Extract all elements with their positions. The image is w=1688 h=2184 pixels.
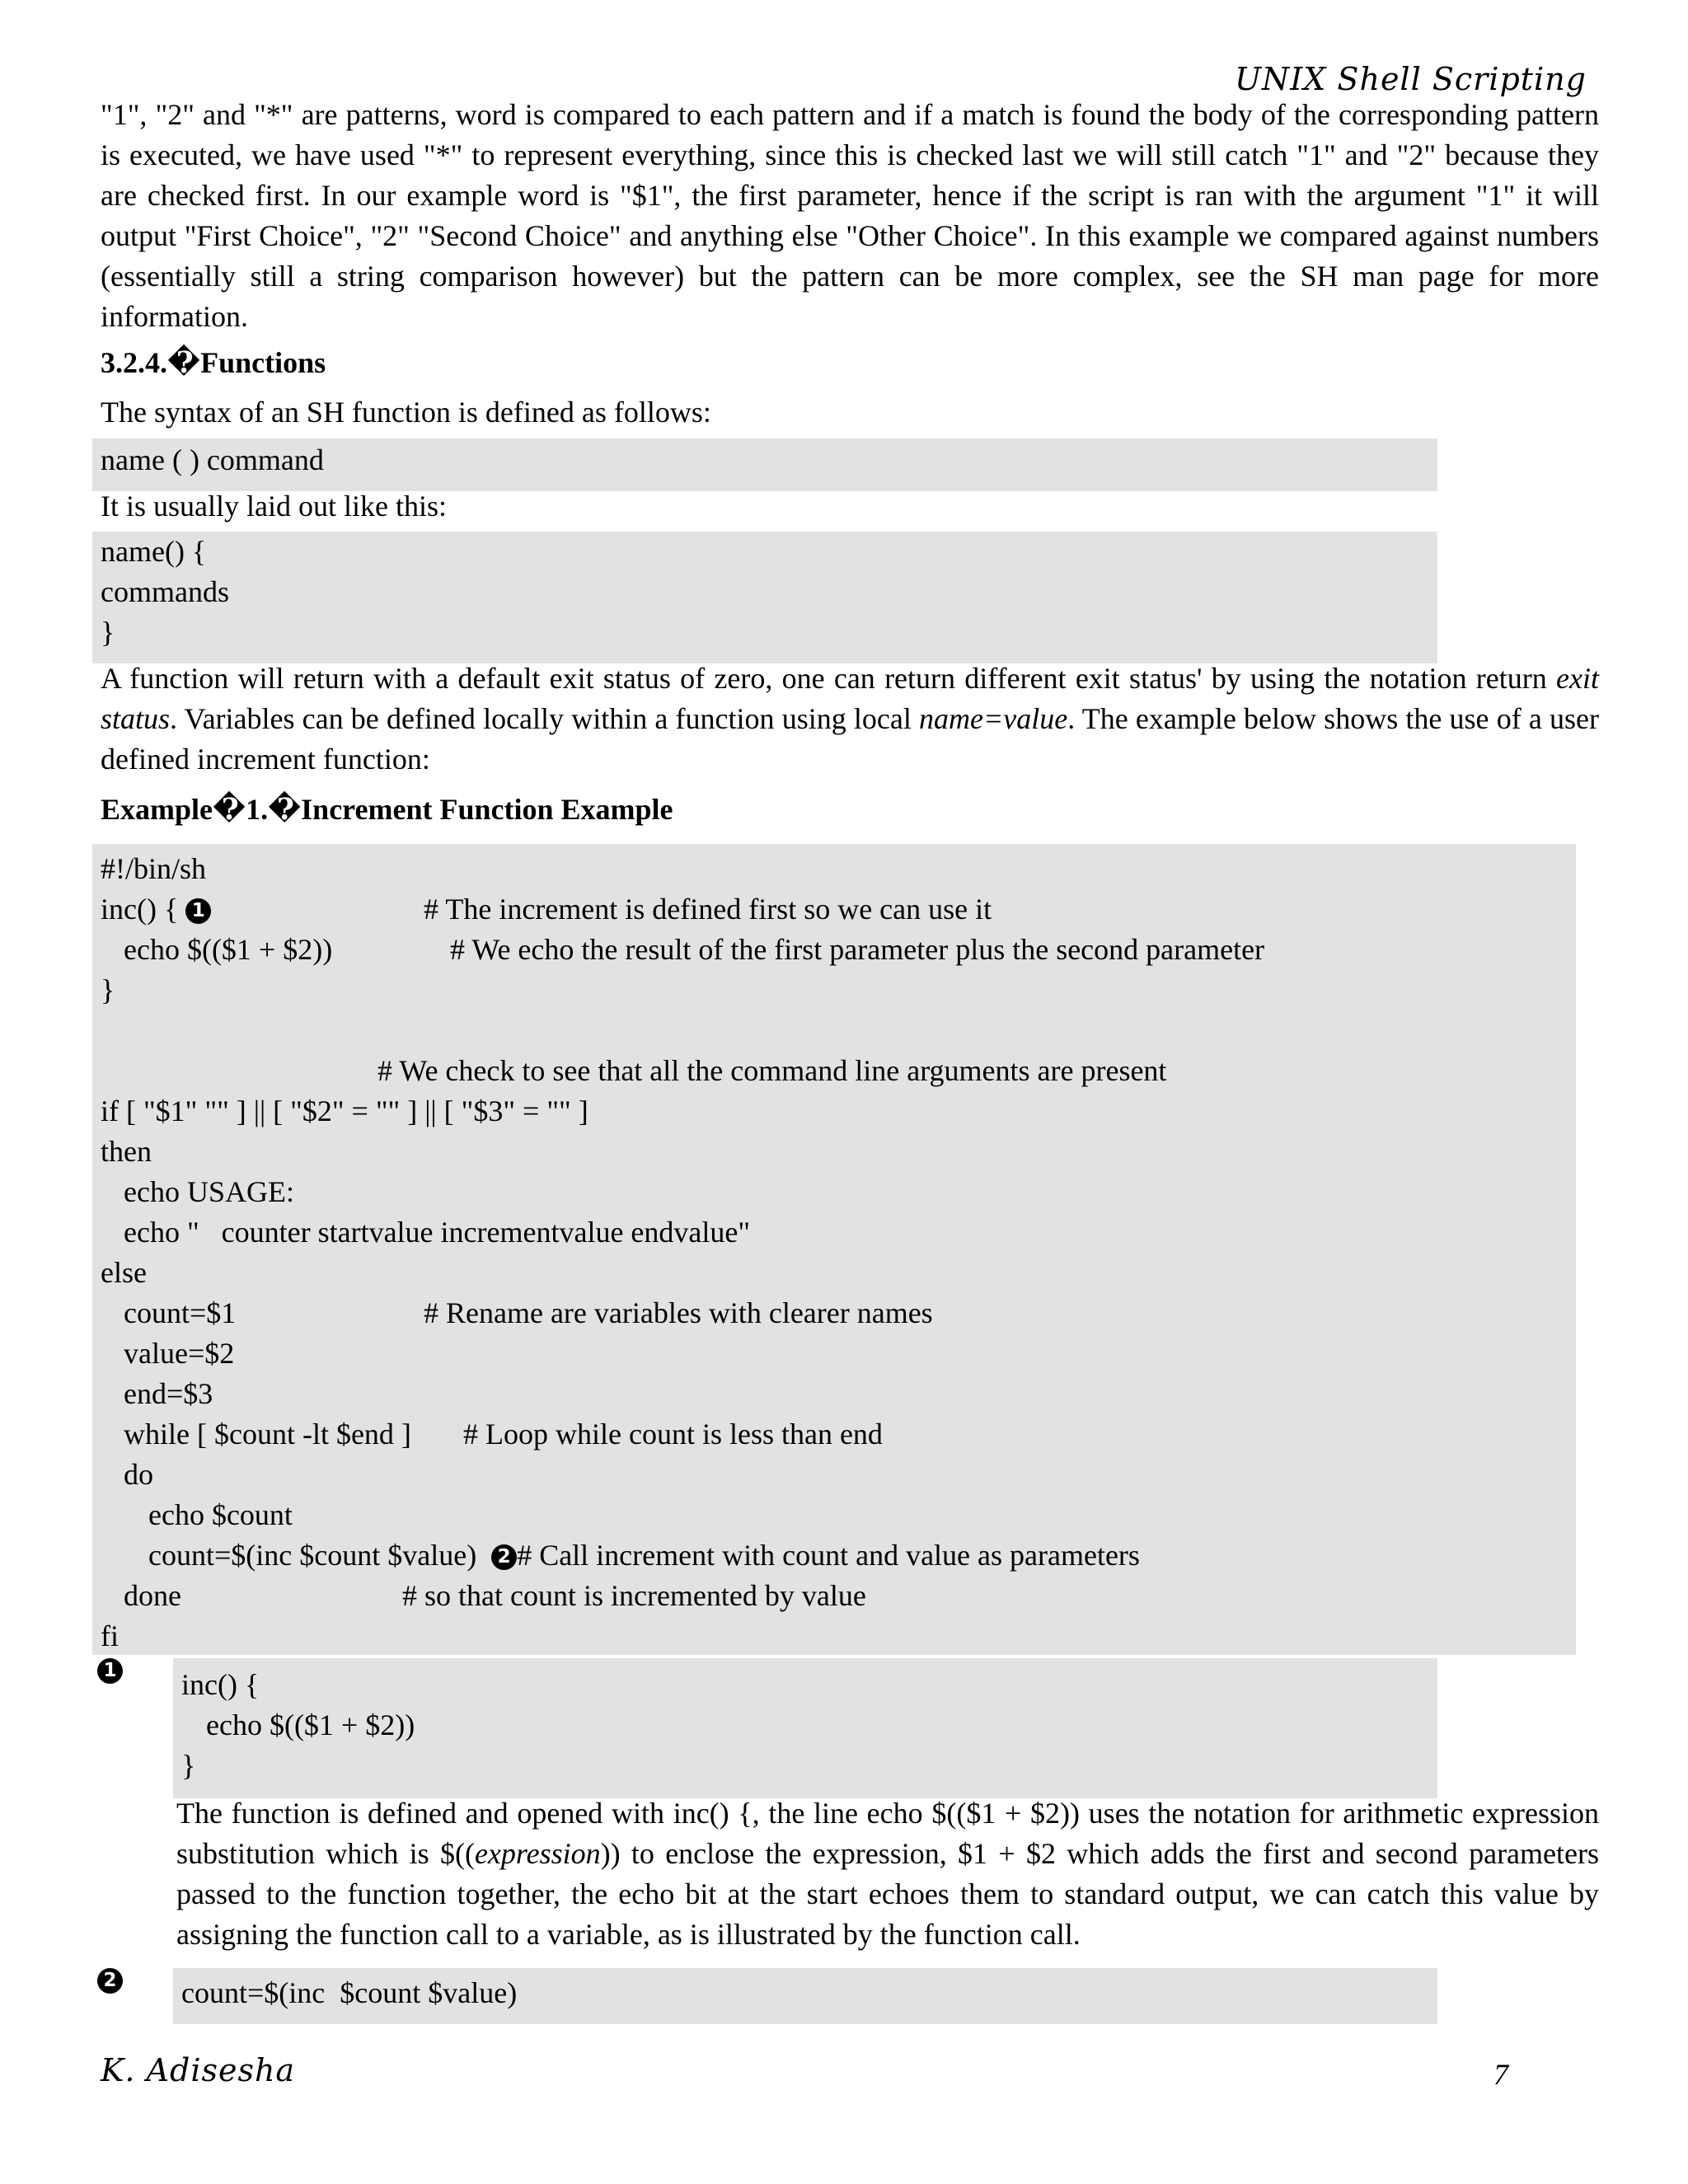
return-paragraph-text — [101, 658, 1599, 780]
annotation-1-text — [176, 1793, 1599, 1955]
callout-2-icon[interactable]: 2 — [491, 1544, 517, 1570]
page-header-title: UNIX Shell Scripting — [1235, 61, 1587, 97]
annotation-2-code-box — [173, 1968, 1437, 2024]
callout-2-icon: 2 — [97, 1968, 123, 1994]
layout-code-box — [92, 532, 1437, 663]
annotation-1-code-box — [173, 1658, 1437, 1798]
code-text: count=$(inc $count $value) — [148, 1539, 477, 1572]
layout-code-line: name() { — [101, 535, 207, 568]
example-code-box — [92, 844, 1576, 1655]
code-line: #!/bin/sh — [101, 852, 207, 885]
code-comment: # The increment is defined first so we can use it — [424, 893, 992, 926]
return-text-emphasis: name=value — [919, 702, 1068, 735]
code-line: if [ "$1" "" ] || [ "$2" = "" ] || [ "$3" = "" ] — [101, 1094, 588, 1127]
section-heading — [101, 343, 326, 383]
return-paragraph — [101, 658, 1599, 780]
code-line: inc() { — [181, 1668, 260, 1701]
intro-paragraph — [101, 95, 1599, 337]
code-line: echo " counter startvalue incrementvalue endvalue" — [124, 1216, 751, 1249]
code-line: end=$3 — [124, 1377, 213, 1410]
code-line: echo $count — [148, 1498, 293, 1531]
code-comment: # We echo the result of the first parameter plus the second parameter — [450, 933, 1265, 966]
code-line — [148, 1535, 1140, 1576]
callout-1-icon: 1 — [97, 1658, 123, 1684]
code-line: echo $(($1 + $2)) — [124, 933, 333, 966]
code-line: do — [124, 1458, 153, 1491]
return-text: . Variables can be defined locally within a function using local — [170, 702, 920, 735]
layout-intro: It is usually laid out like this: — [101, 490, 447, 523]
code-line: } — [101, 973, 115, 1006]
return-text: A function will return with a default exit status of zero, one can return different exit status' by using the notation return — [101, 662, 1557, 695]
footer-author: K. Adisesha — [101, 2052, 296, 2088]
section-title: Functions — [200, 346, 326, 379]
code-line: fi — [101, 1619, 119, 1652]
code-line: echo USAGE: — [124, 1175, 294, 1208]
annotation-1-paragraph — [176, 1793, 1599, 1955]
code-line: then — [101, 1135, 152, 1168]
code-line: else — [101, 1256, 147, 1289]
layout-code-line: } — [101, 616, 115, 649]
code-text: inc() { — [101, 893, 179, 926]
section-number: 3.2.4.� — [101, 346, 201, 379]
code-line: echo $(($1 + $2)) — [206, 1708, 415, 1741]
code-comment: # Call increment with count and value as parameters — [517, 1539, 1140, 1572]
code-line: } — [181, 1749, 196, 1782]
code-comment: # We check to see that all the command line arguments are present — [377, 1054, 1167, 1087]
annotation-text: )) to enclose the expression, $1 + $2 which adds the first and second parameters passed to the function together, the echo bit at the start echoes them to standard output, we can catch this value by assigning the function call to a variable, as is illustrated by the function call. — [176, 1837, 1599, 1951]
syntax-code-line: name ( ) command — [101, 443, 324, 476]
return-text-emphasis: exit status — [101, 662, 1599, 735]
layout-code-line: commands — [101, 575, 229, 608]
code-line: value=$2 — [124, 1337, 235, 1370]
page-number: 7 — [1493, 2058, 1508, 2091]
example-title: Example�1.�Increment Function Example — [101, 793, 673, 826]
syntax-code-box — [92, 438, 1437, 491]
intro-paragraph-text: "1", "2" and "*" are patterns, word is compared to each pattern and if a match is found the body of the corresponding pattern is executed, we have used "*" to represent everything, since this is checked last we will still catch "1" and "2" because they are checked first. In our example word is "$1", the first parameter, hence if the script is ran with the argument "1" it will output "First Choice", "2" "Second Choice" and anything else "Other Choice". In this example we compared against numbers (essentially still a string comparison however) but the pattern can be more complex, see the SH man page for more information. — [101, 98, 1599, 333]
code-line: count=$1 — [124, 1296, 237, 1329]
code-comment: # so that count is incremented by value — [402, 1579, 866, 1612]
annotation-1-marker[interactable] — [97, 1658, 123, 1684]
code-comment: # Rename are variables with clearer names — [424, 1296, 933, 1329]
annotation-text: The function is defined and opened with inc() {, the line echo $(($1 + $2)) uses the notation for arithmetic expression substitution which is $(( — [176, 1797, 1599, 1870]
annotation-2-marker[interactable] — [97, 1968, 123, 1994]
annotation-text-emphasis: expression — [474, 1837, 601, 1870]
return-text: . The example below shows the use of a user defined increment function: — [101, 702, 1599, 776]
code-line: count=$(inc $count $value) — [181, 1976, 518, 2009]
code-line: while [ $count -lt $end ] — [124, 1418, 411, 1451]
syntax-intro: The syntax of an SH function is defined as follows: — [101, 396, 711, 429]
code-line: done — [124, 1579, 181, 1612]
code-comment: # Loop while count is less than end — [463, 1418, 883, 1451]
callout-1-icon[interactable]: 1 — [185, 898, 211, 924]
code-line — [101, 889, 211, 930]
